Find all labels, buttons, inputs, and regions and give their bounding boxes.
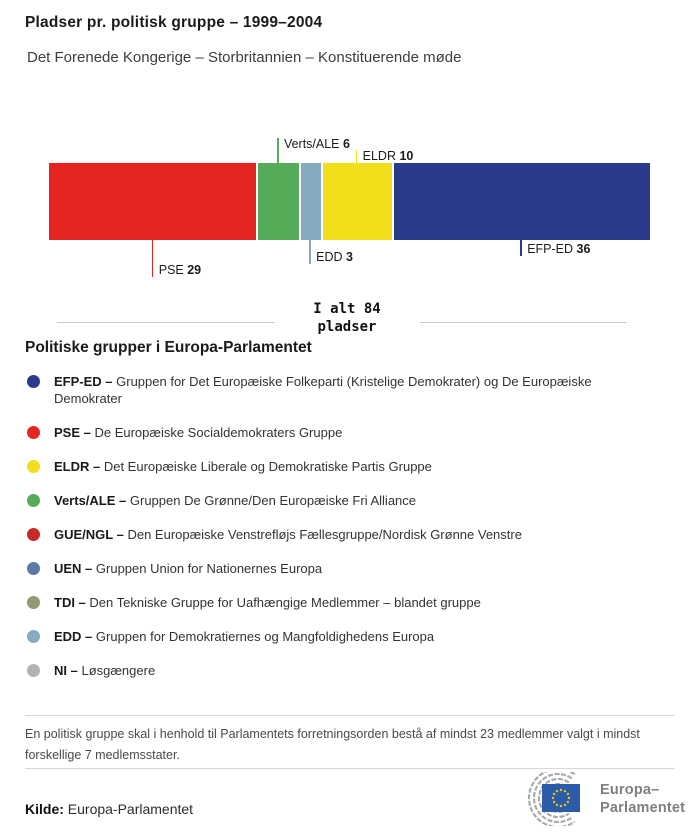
total-divider-left xyxy=(57,322,275,323)
bar-tick-efp-ed xyxy=(520,240,522,256)
bar-tick-edd xyxy=(309,240,311,264)
legend-dot-uen xyxy=(27,562,40,575)
legend-dot-efp-ed xyxy=(27,375,40,388)
footnote: En politisk gruppe skal i henhold til Parlamentets forretningsorden bestå af mindst 23 medlemmer valgt i mindst forskellige 7 medlemsstater. xyxy=(25,727,640,762)
legend-heading: Politiske grupper i Europa-Parlamentet xyxy=(25,339,312,356)
divider-bottom xyxy=(25,768,675,769)
legend-item-tdi xyxy=(25,594,670,611)
legend-item-uen xyxy=(25,560,670,577)
bar-segment-edd[interactable] xyxy=(299,163,320,240)
source-label: Kilde: xyxy=(25,801,64,817)
ep-logo xyxy=(508,772,685,826)
bar-tick-verts-ale xyxy=(277,138,279,163)
bar-tick-eldr xyxy=(356,150,358,163)
legend-list xyxy=(25,373,670,696)
legend-item-verts-ale xyxy=(25,492,670,509)
bar-segment-efp-ed[interactable] xyxy=(392,163,650,240)
page-subtitle: Det Forenede Kongerige – Storbritannien – Konstituerende møde xyxy=(27,49,462,66)
total-seats-label xyxy=(267,300,427,336)
total-divider-right xyxy=(420,322,627,323)
legend-dot-edd xyxy=(27,630,40,643)
legend-label: NI – Løsgængere xyxy=(54,663,156,678)
bar-segment-pse[interactable] xyxy=(49,163,256,240)
total-seats-line1: I alt 84 xyxy=(313,301,381,317)
legend-dot-pse xyxy=(27,426,40,439)
legend-dot-verts-ale xyxy=(27,494,40,507)
legend-dot-eldr xyxy=(27,460,40,473)
bar-label-eldr: ELDR 10 xyxy=(362,149,414,163)
legend-label: TDI – Den Tekniske Gruppe for Uafhængige Medlemmer – blandet gruppe xyxy=(54,595,481,610)
legend-label: EFP-ED – Gruppen for Det Europæiske Folkeparti (Kristelige Demokrater) og De Europæiske Demokrater xyxy=(54,374,592,406)
legend-dot-ni xyxy=(27,664,40,677)
bar-label-efp-ed: EFP-ED 36 xyxy=(527,242,591,256)
legend-item-gue-ngl xyxy=(25,526,670,543)
legend-item-edd xyxy=(25,628,670,645)
legend-item-efp-ed xyxy=(25,373,670,407)
bar-segment-eldr[interactable] xyxy=(321,163,393,240)
legend-item-ni xyxy=(25,662,670,679)
ep-logo-text xyxy=(600,781,685,817)
bar-label-verts-ale: Verts/ALE 6 xyxy=(283,137,350,151)
legend-label: PSE – De Europæiske Socialdemokraters Gruppe xyxy=(54,425,343,440)
legend-dot-tdi xyxy=(27,596,40,609)
bar-segment-verts-ale[interactable] xyxy=(256,163,299,240)
bar-label-pse: PSE 29 xyxy=(158,263,202,277)
legend-label: Verts/ALE – Gruppen De Grønne/Den Europæiske Fri Alliance xyxy=(54,493,417,508)
legend-label: ELDR – Det Europæiske Liberale og Demokratiske Partis Gruppe xyxy=(54,459,432,474)
bar-tick-pse xyxy=(152,240,154,277)
legend-label: GUE/NGL – Den Europæiske Venstrefløjs Fællesgruppe/Nordisk Grønne Venstre xyxy=(54,527,522,542)
ep-logo-line2: Parlamentet xyxy=(600,800,686,816)
legend-label: EDD – Gruppen for Demokratiernes og Mangfoldighedens Europa xyxy=(54,629,435,644)
ep-logo-line1: Europa– xyxy=(600,782,660,798)
divider-top xyxy=(25,715,675,716)
page-title: Pladser pr. politisk gruppe – 1999–2004 xyxy=(25,14,323,31)
source-line xyxy=(25,801,193,817)
bar-label-edd: EDD 3 xyxy=(316,250,353,264)
seats-bar xyxy=(49,163,650,240)
ep-hemicycle-icon xyxy=(508,772,594,826)
legend-label: UEN – Gruppen Union for Nationernes Europa xyxy=(54,561,323,576)
legend-item-eldr xyxy=(25,458,670,475)
source-value: Europa-Parlamentet xyxy=(67,801,194,817)
legend-dot-gue-ngl xyxy=(27,528,40,541)
total-seats-line2: pladser xyxy=(317,319,377,335)
legend-item-pse xyxy=(25,424,670,441)
